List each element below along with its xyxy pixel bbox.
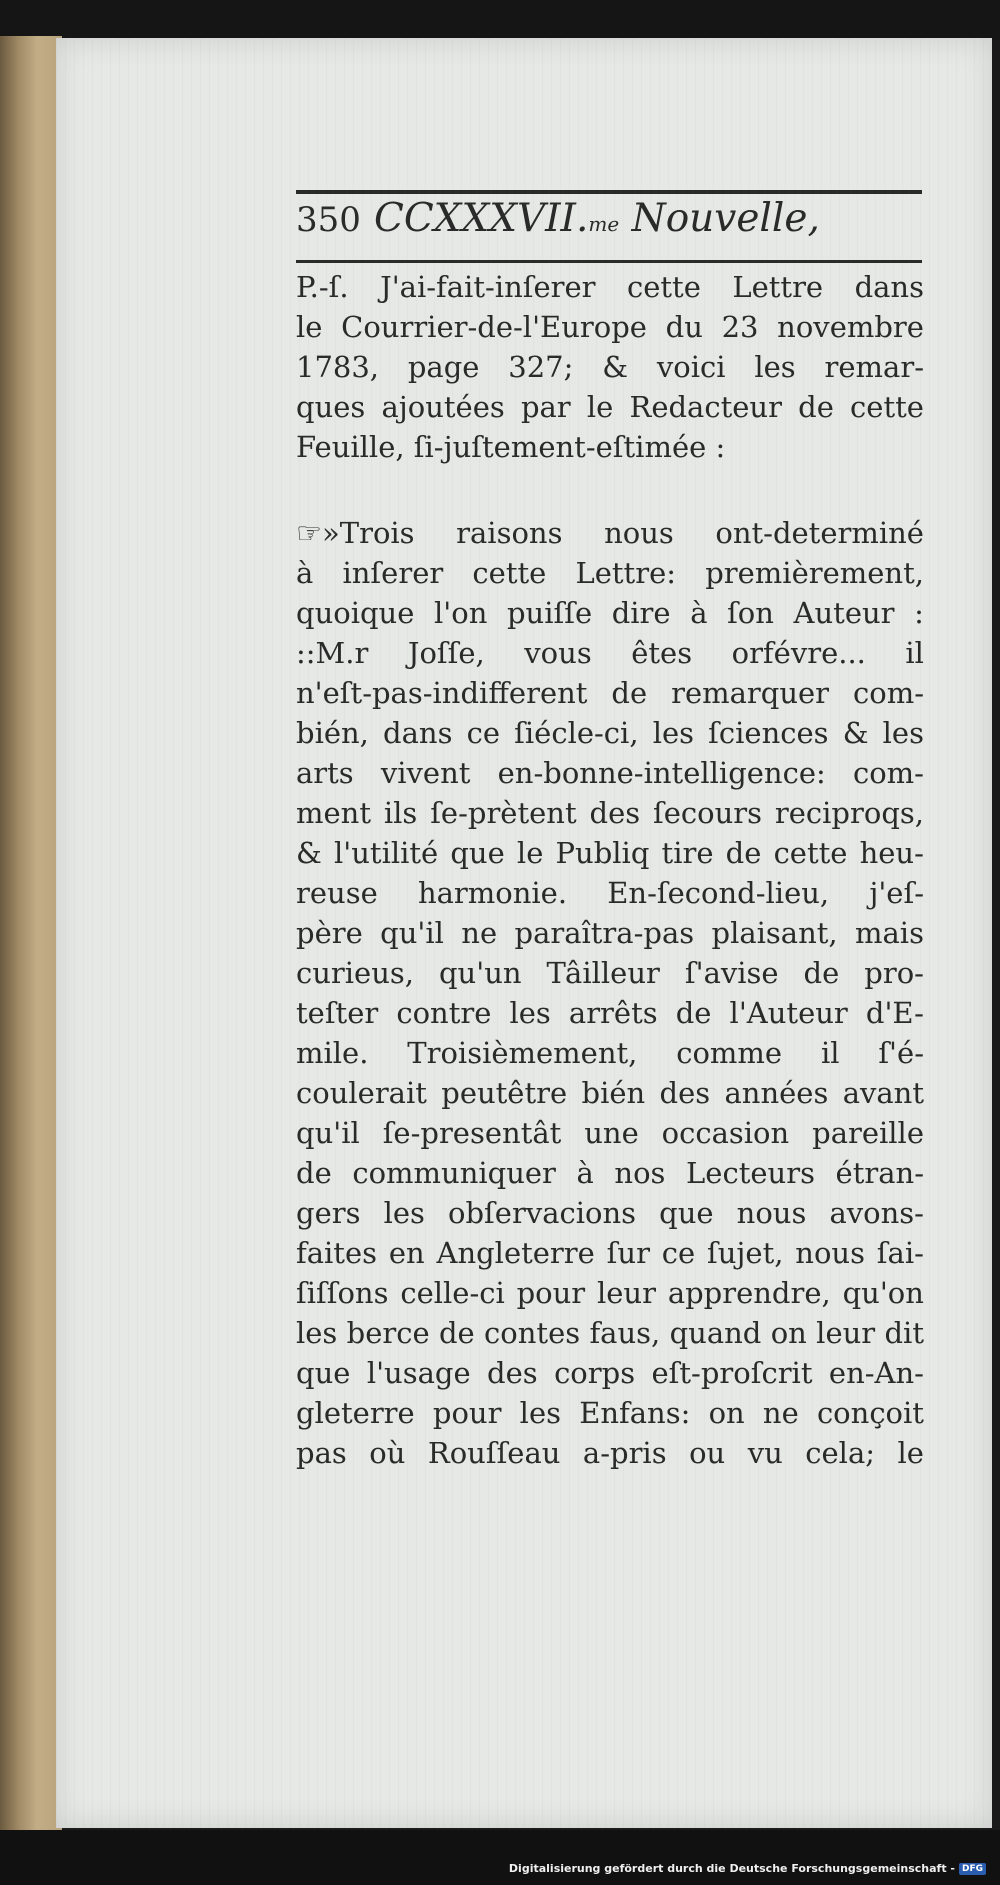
word: inſerer xyxy=(342,556,444,590)
word: cette xyxy=(472,556,547,590)
word: leur xyxy=(597,1276,656,1310)
text-line xyxy=(296,913,924,953)
word: l'usage xyxy=(366,1356,471,1390)
word: com- xyxy=(853,676,924,710)
word: & xyxy=(842,716,869,750)
word: ſecours xyxy=(652,796,763,830)
text-line xyxy=(296,873,924,913)
word: mais xyxy=(855,916,924,950)
word: les xyxy=(296,1316,338,1350)
word: en xyxy=(388,1236,425,1270)
word: arrêts xyxy=(568,996,658,1030)
word: pas xyxy=(296,1436,347,1470)
word: de xyxy=(798,390,834,424)
word: quand xyxy=(669,1316,762,1350)
word: raisons xyxy=(456,516,563,550)
word: années xyxy=(724,1076,829,1110)
word: comme xyxy=(676,1036,783,1070)
word: pour xyxy=(516,1276,586,1310)
word: voici xyxy=(656,350,726,384)
word: Rouſſeau xyxy=(427,1436,561,1470)
word: arts xyxy=(296,756,354,790)
word: qu'on xyxy=(842,1276,924,1310)
text-line xyxy=(296,387,924,427)
text-line xyxy=(296,793,924,833)
word: qu'il xyxy=(380,916,444,950)
text-line xyxy=(296,833,924,873)
word: n'eſt-pas-indifferent xyxy=(296,676,588,710)
word: de xyxy=(803,956,840,990)
word: dans xyxy=(854,270,924,304)
word: remarquer xyxy=(671,676,830,710)
word: le xyxy=(516,836,544,870)
word: ou xyxy=(689,1436,726,1470)
word: reciproqs, xyxy=(774,796,924,830)
word: ſujet, xyxy=(707,1236,784,1270)
word: ajoutées xyxy=(381,390,505,424)
word: où xyxy=(369,1436,406,1470)
word: ::M.r xyxy=(296,636,369,670)
word: ment xyxy=(296,796,371,830)
word: ſ'é- xyxy=(878,1036,924,1070)
word: dit xyxy=(884,1316,924,1350)
word: com- xyxy=(852,756,924,790)
scan-bottom-border xyxy=(0,1830,1000,1885)
header-rule-bottom xyxy=(296,260,922,263)
header-title: Nouvelle, xyxy=(631,196,820,241)
scan-top-border xyxy=(0,0,1000,40)
word: ☞»Trois xyxy=(296,516,415,550)
word: à xyxy=(690,596,708,630)
word: mile. xyxy=(296,1036,369,1070)
word: 1783, xyxy=(296,350,380,384)
text-line xyxy=(296,753,924,793)
word: cette xyxy=(773,836,848,870)
word: J'ai-fait-inſerer xyxy=(380,270,596,304)
word: l'Auteur xyxy=(729,996,848,1030)
word: par xyxy=(520,390,571,424)
word: a-pris xyxy=(582,1436,667,1470)
text-line xyxy=(296,1233,924,1273)
word: Redacteur xyxy=(629,390,782,424)
word: les xyxy=(882,716,924,750)
word: plaisant, xyxy=(711,916,838,950)
word: orfévre... xyxy=(731,636,866,670)
word: Courrier-de-l'Europe xyxy=(341,310,647,344)
word: conçoit xyxy=(816,1396,924,1430)
text-line xyxy=(296,1193,924,1233)
word: teſter xyxy=(296,996,379,1030)
word: ce xyxy=(661,1236,696,1270)
word: Troisièmement, xyxy=(407,1036,638,1070)
word: le xyxy=(586,390,614,424)
word: gleterre xyxy=(296,1396,415,1430)
word: corps xyxy=(554,1356,636,1390)
word: vivent xyxy=(380,756,471,790)
text-line xyxy=(296,1313,924,1353)
word: eſt-proſcrit xyxy=(651,1356,813,1390)
text-line xyxy=(296,267,924,307)
word: obſervacions xyxy=(448,1196,637,1230)
word: ſciences xyxy=(708,716,829,750)
word: ont-determiné xyxy=(715,516,924,550)
word: on xyxy=(770,1316,807,1350)
word: leur xyxy=(816,1316,876,1350)
text-line xyxy=(296,953,924,993)
header-rule-top xyxy=(296,190,922,194)
word: ſiécle-ci, xyxy=(514,716,639,750)
word: faites xyxy=(296,1236,377,1270)
word: contre xyxy=(396,996,492,1030)
word: gers xyxy=(296,1196,361,1230)
page-text-block xyxy=(296,190,924,1473)
word: avant xyxy=(842,1076,924,1110)
word: père xyxy=(296,916,363,950)
word: bién, xyxy=(296,716,369,750)
word: que xyxy=(659,1196,714,1230)
word: berce xyxy=(346,1316,430,1350)
word: Publiq xyxy=(555,836,650,870)
word: tire xyxy=(661,836,714,870)
word: Enfans: xyxy=(579,1396,691,1430)
word: dans xyxy=(383,716,453,750)
text-line xyxy=(296,1153,924,1193)
word: j'eſ- xyxy=(869,876,924,910)
word: paraîtra-pas xyxy=(514,916,695,950)
word: 23 xyxy=(721,310,759,344)
word: communiquer xyxy=(352,1156,556,1190)
header-roman-numeral: CCXXXVII. xyxy=(374,196,589,241)
word: ſe-prètent xyxy=(430,796,577,830)
word: l'on xyxy=(433,596,488,630)
word: du xyxy=(665,310,703,344)
word: quoique xyxy=(296,596,415,630)
word: des xyxy=(487,1356,538,1390)
word: Joſſe, xyxy=(407,636,485,670)
word: nous xyxy=(795,1236,865,1270)
word: Tâilleur xyxy=(546,956,660,990)
word: de xyxy=(296,1156,332,1190)
dfg-logo-icon: DFG xyxy=(959,1863,986,1875)
word: cela; xyxy=(805,1436,876,1470)
word: nous xyxy=(604,516,674,550)
text-line xyxy=(296,993,924,1033)
word: novembre xyxy=(777,310,924,344)
text-line xyxy=(296,307,924,347)
ps-paragraph xyxy=(296,267,924,467)
word: cette xyxy=(850,390,924,424)
word: en-bonne-intelligence: xyxy=(497,756,826,790)
page-number: 350 xyxy=(296,200,361,240)
book-page-edges xyxy=(0,36,62,1836)
word: pour xyxy=(432,1396,502,1430)
word: l'utilité xyxy=(333,836,439,870)
word: apprendre, xyxy=(667,1276,831,1310)
word: de xyxy=(725,836,762,870)
word: Lecteurs xyxy=(686,1156,815,1190)
text-line xyxy=(296,673,924,713)
text-line xyxy=(296,1433,924,1473)
word: ne xyxy=(461,916,498,950)
word: ſiſſons xyxy=(296,1276,389,1310)
text-line xyxy=(296,1113,924,1153)
word: heu- xyxy=(859,836,924,870)
word: Angleterre xyxy=(436,1236,595,1270)
word: il xyxy=(820,1036,840,1070)
word: à xyxy=(576,1156,594,1190)
word: Auteur xyxy=(793,596,895,630)
word: dire xyxy=(611,596,671,630)
word: le xyxy=(296,310,323,344)
word: curieus, xyxy=(296,956,414,990)
word: celle-ci xyxy=(400,1276,505,1310)
word: remar- xyxy=(824,350,924,384)
word: êtes xyxy=(631,636,693,670)
text-line xyxy=(296,1393,924,1433)
word: reuse xyxy=(296,876,378,910)
word: en-An- xyxy=(828,1356,924,1390)
quote-paragraph xyxy=(296,513,924,1473)
word: ques xyxy=(296,390,366,424)
word: nous xyxy=(736,1196,807,1230)
word: les xyxy=(754,350,796,384)
word: d'E- xyxy=(865,996,924,1030)
credit-text: Digitalisierung gefördert durch die Deutsche Forschungsgemeinschaft - xyxy=(508,1862,955,1875)
word: peutêtre xyxy=(441,1076,568,1110)
word: il xyxy=(905,636,924,670)
word: vous xyxy=(524,636,592,670)
word: de xyxy=(438,1316,475,1350)
text-line xyxy=(296,1353,924,1393)
word: occasion xyxy=(661,1116,790,1150)
word: les xyxy=(519,1396,561,1430)
word: de xyxy=(675,996,712,1030)
digitization-credit xyxy=(509,1862,986,1875)
text-line xyxy=(296,1033,924,1073)
text-line xyxy=(296,1273,924,1313)
word: une xyxy=(584,1116,639,1150)
text-line xyxy=(296,713,924,753)
word: & xyxy=(602,350,629,384)
word: faus, xyxy=(589,1316,661,1350)
word: P.-ſ. xyxy=(296,270,349,304)
text-line xyxy=(296,633,924,673)
text-line: Feuille, ſi-juſtement-eſtimée : xyxy=(296,430,726,464)
word: En-ſecond-lieu, xyxy=(607,876,830,910)
word: le xyxy=(897,1436,924,1470)
word: les xyxy=(383,1196,425,1230)
word: nos xyxy=(614,1156,666,1190)
word: ſon xyxy=(727,596,774,630)
header-roman-superscript: me xyxy=(588,212,620,236)
word: ſur xyxy=(606,1236,650,1270)
text-line xyxy=(296,593,924,633)
word: contes xyxy=(484,1316,581,1350)
word: qu'il xyxy=(296,1116,360,1150)
word: on xyxy=(708,1396,745,1430)
word: bién xyxy=(581,1076,646,1110)
word: à xyxy=(296,556,314,590)
word: des xyxy=(659,1076,711,1110)
word: pro- xyxy=(864,956,924,990)
word: harmonie. xyxy=(417,876,568,910)
word: 327; xyxy=(508,350,574,384)
word: les xyxy=(509,996,551,1030)
running-header xyxy=(296,196,924,252)
word: puiſſe xyxy=(506,596,593,630)
word: de xyxy=(611,676,648,710)
text-line xyxy=(296,513,924,553)
word: ne xyxy=(762,1396,799,1430)
word: page xyxy=(407,350,480,384)
text-line xyxy=(296,347,924,387)
word: vu xyxy=(747,1436,783,1470)
word: étran- xyxy=(835,1156,924,1190)
word: que xyxy=(450,836,505,870)
word: : xyxy=(914,596,924,630)
text-line xyxy=(296,1073,924,1113)
word: cette xyxy=(627,270,701,304)
word: & xyxy=(296,836,322,870)
word: ils xyxy=(383,796,418,830)
word: coulerait xyxy=(296,1076,427,1110)
word: ſe-presentât xyxy=(382,1116,562,1150)
word: les xyxy=(652,716,695,750)
word: Lettre xyxy=(732,270,824,304)
word: ce xyxy=(466,716,501,750)
text-line xyxy=(296,553,924,593)
word: qu'un xyxy=(438,956,522,990)
word: Lettre: xyxy=(575,556,677,590)
word: ſai- xyxy=(876,1236,924,1270)
word: des xyxy=(589,796,641,830)
word: avons- xyxy=(829,1196,924,1230)
word: pareille xyxy=(812,1116,924,1150)
word: premièrement, xyxy=(705,556,924,590)
word: que xyxy=(296,1356,351,1390)
word: ſ'avise xyxy=(684,956,779,990)
